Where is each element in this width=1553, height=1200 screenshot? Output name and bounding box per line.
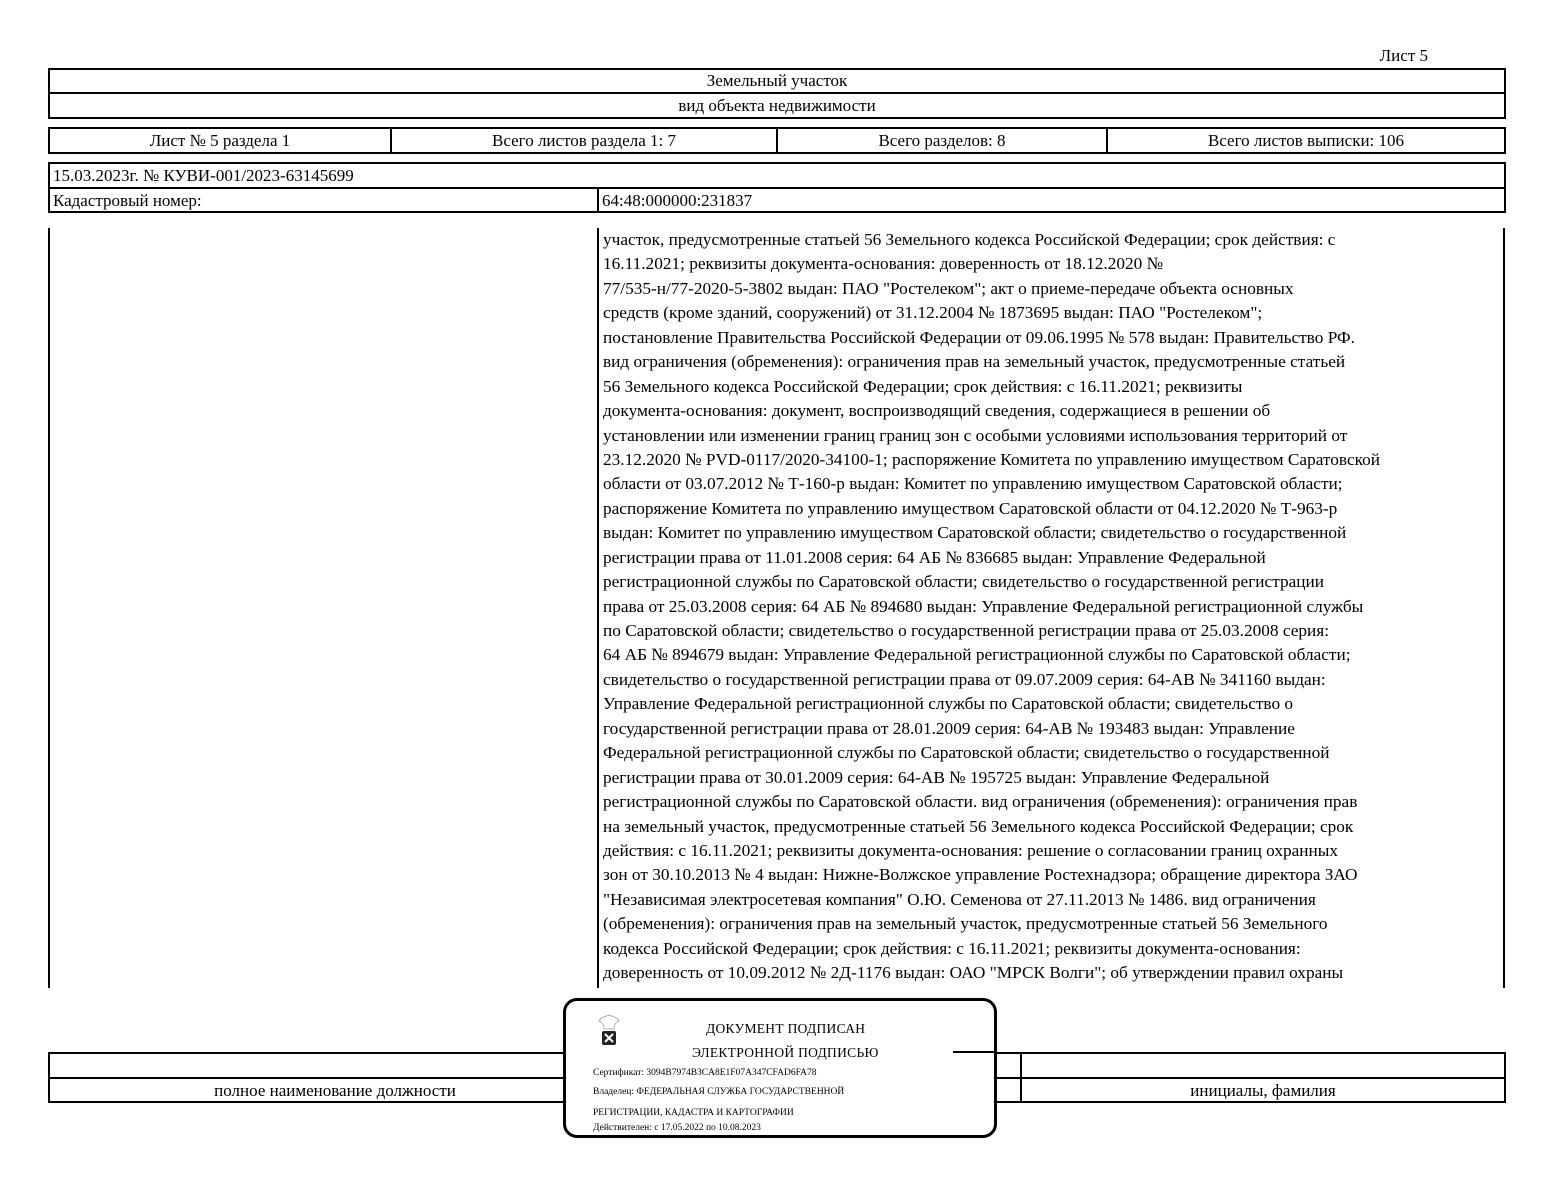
text-line: области от 03.07.2012 № Т-160-р выдан: Комитет по управлению имуществом Саратовской области;: [603, 474, 1343, 494]
text-line: Федеральной регистрационной службы по Саратовской области; свидетельство о государственной: [603, 743, 1330, 763]
cadastral-number: 64:48:000000:231837: [602, 191, 753, 210]
text-line: вид ограничения (обременения): ограничения прав на земельный участок, предусмотренные статьей: [603, 352, 1346, 372]
stamp-owner-line2: РЕГИСТРАЦИИ, КАДАСТРА И КАРТОГРАФИИ: [593, 1108, 794, 1118]
extract-divider: [48, 187, 1506, 189]
text-line: зон от 30.10.2013 № 4 выдан: Нижне-Волжское управление Ростехнадзора; обращение директора ЗАО: [603, 865, 1358, 885]
electronic-signature-stamp: [563, 998, 997, 1138]
total-sections: Всего разделов: 8: [878, 131, 1006, 150]
text-line: выдан: Комитет по управлению имуществом Саратовской области; свидетельство о государственной: [603, 523, 1347, 543]
total-sheets-extract: Всего листов выписки: 106: [1207, 131, 1405, 150]
body-right-border: [1503, 228, 1505, 988]
object-type-caption: вид объекта недвижимости: [678, 96, 876, 115]
header-divider: [48, 92, 1506, 94]
text-line: распоряжение Комитета по управлению имуществом Саратовской области от 04.12.2020 № Т-963-р: [603, 498, 1338, 518]
object-type: Земельный участок: [706, 71, 848, 90]
text-line: доверенность от 10.09.2012 № 2Д-1176 выдан: ОАО "МРСК Волги"; об утверждении правил охраны: [603, 963, 1344, 983]
text-line: регистрации права от 30.01.2009 серия: 64-АВ № 195725 выдан: Управление Федеральной: [603, 767, 1270, 787]
sheet-label: Лист 5: [1379, 46, 1428, 65]
text-line: регистрационной службы по Саратовской области; свидетельство о государственной регистрации: [603, 572, 1325, 592]
stamp-title-line2: ЭЛЕКТРОННОЙ ПОДПИСЬЮ: [692, 1045, 879, 1060]
stamp-title-line1: ДОКУМЕНТ ПОДПИСАН: [706, 1021, 866, 1036]
text-line: постановление Правительства Российской Федерации от 09.06.1995 № 578 выдан: Правительство РФ.: [603, 327, 1355, 347]
cadastral-divider: [597, 187, 599, 213]
text-line: права от 25.03.2008 серия: 64 АБ № 894680 выдан: Управление Федеральной регистрационной службы: [603, 596, 1364, 616]
text-line: 64 АБ № 894679 выдан: Управление Федеральной регистрационной службы по Саратовской области;: [603, 645, 1351, 665]
text-line: 77/535-н/77-2020-5-3802 выдан: ПАО "Ростелеком"; акт о приеме-передаче объекта основных: [603, 278, 1294, 298]
stamp-validity: Действителен: с 17.05.2022 по 10.08.2023: [593, 1123, 761, 1133]
text-line: Управление Федеральной регистрационной службы по Саратовской области; свидетельство о: [603, 694, 1294, 714]
stamp-rule-right: [953, 1051, 995, 1053]
text-line: свидетельство о государственной регистрации права от 09.07.2009 серия: 64-АВ № 341160 выдан:: [603, 669, 1326, 689]
text-line: по Саратовской области; свидетельство о государственной регистрации права от 25.03.2008 серия:: [603, 621, 1330, 640]
text-line: кодекса Российской Федерации; срок действия: с 16.11.2021; реквизиты документа-основания:: [603, 938, 1301, 958]
name-caption: инициалы, фамилия: [1190, 1081, 1336, 1100]
text-line: документа-основания: документ, воспроизводящий сведения, содержащиеся в решении об: [603, 401, 1271, 421]
text-line: регистрации права от 11.01.2008 серия: 64 АБ № 836685 выдан: Управление Федеральной: [603, 547, 1266, 567]
text-line: регистрационной службы по Саратовской области. вид ограничения (обременения): ограничения прав: [603, 792, 1358, 812]
text-line: действия: с 16.11.2021; реквизиты документа-основания: решение о согласовании границ охранных: [603, 840, 1339, 860]
text-line: "Независимая электросетевая компания" О.Ю. Семенова от 27.11.2013 № 1486. вид ограничения: [603, 889, 1316, 909]
text-line: 16.11.2021; реквизиты документа-основания: доверенность от 18.12.2020 №: [603, 254, 1164, 274]
text-line: 56 Земельного кодекса Российской Федерации; срок действия: с 16.11.2021; реквизиты: [603, 376, 1243, 396]
body-left-border: [48, 228, 50, 988]
body-column-divider: [597, 228, 599, 988]
cadastral-label: Кадастровый номер:: [53, 191, 202, 210]
encumbrance-text: [603, 228, 1491, 986]
text-line: участок, предусмотренные статьей 56 Земельного кодекса Российской Федерации; срок действия: с: [603, 230, 1336, 249]
text-line: на земельный участок, предусмотренные статьей 56 Земельного кодекса Российской Федерации; срок: [603, 816, 1354, 836]
text-line: средств (кроме зданий, сооружений) от 31.12.2004 № 1873695 выдан: ПАО "Ростелеком";: [603, 303, 1263, 323]
stamp-owner-line1: Владелец: ФЕДЕРАЛЬНАЯ СЛУЖБА ГОСУДАРСТВЕННОЙ: [593, 1087, 845, 1097]
stamp-certificate: Сертификат: 3094B7974B3CA8E1F07A347CFAD6FA78: [593, 1068, 817, 1078]
sheet-in-section: Лист № 5 раздела 1: [149, 131, 291, 150]
total-sheets-section: Всего листов раздела 1: 7: [492, 131, 676, 150]
text-line: установлении или изменении границ границ зон с особыми условиями использования территорий от: [603, 425, 1348, 445]
extract-number: 15.03.2023г. № КУВИ-001/2023-63145699: [53, 166, 354, 185]
coat-of-arms-icon: [596, 1013, 622, 1049]
text-line: (обременения): ограничения прав на земельный участок, предусмотренные статьей 56 Земельного: [603, 914, 1328, 934]
position-caption: полное наименование должности: [214, 1081, 456, 1100]
text-line: государственной регистрации права от 28.01.2009 серия: 64-АВ № 193483 выдан: Управление: [603, 718, 1295, 738]
text-line: 23.12.2020 № PVD-0117/2020-34100-1; распоряжение Комитета по управлению имуществом Саратовской: [603, 449, 1381, 469]
